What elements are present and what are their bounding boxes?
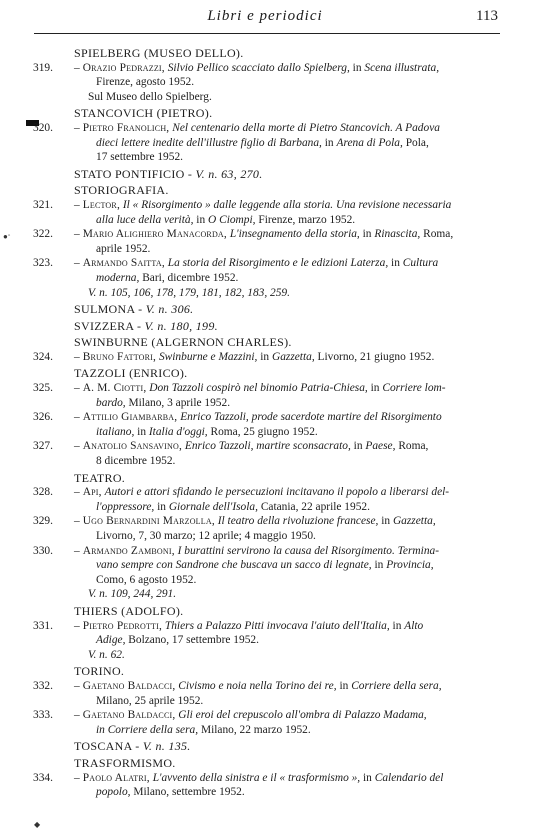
- entry-title: Enrico Tazzoli, prode sacerdote martire del Risorgimento: [180, 411, 442, 424]
- bibliography-entry: 319. – Orazio Pedrazzi, Silvio Pellico scacciato dallo Spielberg, in Scena illustrata, Firenze, agosto 1952. Sul Museo dello Spielberg.: [0, 61, 550, 105]
- entry-number: 331.: [33, 619, 53, 632]
- margin-mark: ◆: [34, 820, 41, 829]
- entry-imprint: Bolzano, 17 settembre 1952.: [128, 634, 259, 647]
- entry-publication: Paese,: [365, 440, 396, 453]
- bibliography-entry: 327. – Anatolio Sansavino, Enrico Tazzoli, martire sconsacrato, in Paese, Roma, 8 dicembre 1952.: [0, 439, 550, 468]
- entry-author: Pietro Franolich,: [82, 121, 170, 134]
- bibliography-entry: 322. – Mario Alighiero Manacorda, L'insegnamento della storia, in Rinascita, Roma, aprile 1952.: [0, 227, 550, 256]
- page-header: [0, 0, 550, 40]
- entry-publication: popolo,: [96, 786, 131, 799]
- entry-title: Autori e attori sfidando le persecuzioni incitavano il popolo a liberarsi del-: [104, 486, 450, 499]
- entry-publication: Calendario del: [374, 771, 444, 784]
- entry-title: La storia del Risorgimento e le edizioni Laterza,: [167, 257, 389, 270]
- entry-imprint: Milano, settembre 1952.: [133, 786, 245, 799]
- cross-reference: V. n. 105, 106, 178, 179, 181, 182, 183, 259.: [88, 286, 290, 299]
- entry-publication: Italia d'oggi,: [148, 425, 208, 438]
- cross-reference: V. n. 109, 244, 291.: [88, 588, 177, 601]
- entry-author: Api,: [82, 486, 102, 499]
- section-heading: SWINBURNE (ALGERNON CHARLES).: [74, 335, 292, 350]
- bibliography-entry: 320. – Pietro Franolich, Nel centenario della morte di Pietro Stancovich. A Padova dieci lettere inedite dell'illustre figlio di Barbana, in Arena di Pola, Pola, 17 settembre 1952.: [0, 121, 550, 165]
- entry-author: A. M. Ciotti,: [82, 382, 147, 395]
- section-heading: STANCOVICH (PIETRO).: [74, 106, 213, 121]
- entry-author: Orazio Pedrazzi,: [82, 61, 165, 74]
- entry-author: Ugo Bernardini Marzolla,: [82, 515, 215, 528]
- cross-reference: V. n. 135.: [142, 739, 191, 754]
- entry-number: 328.: [33, 486, 53, 499]
- entry-number: 321.: [33, 198, 53, 211]
- entry-imprint: aprile 1952.: [96, 242, 151, 255]
- entry-author: Lector,: [82, 198, 120, 211]
- bibliography-entry: 321. – Lector, Il « Risorgimento » dalle leggende alla storia. Una revisione necessaria alla luce della verità, in O Ciompi, Firenze, marzo 1952.: [33, 198, 452, 226]
- entry-title: Thiers a Palazzo Pitti invocava l'aiuto dell'Italia,: [164, 619, 390, 632]
- entry-publication: Gazzetta,: [392, 515, 436, 528]
- entry-number: 330.: [33, 544, 53, 557]
- entry-number: 329.: [33, 515, 53, 528]
- entry-author: Bruno Fattori,: [82, 350, 157, 363]
- entry-publication: Arena di Pola,: [336, 136, 403, 149]
- entry-title: alla luce della verità,: [96, 213, 194, 226]
- entry-title: italiano,: [96, 425, 135, 438]
- entry-number: 327.: [33, 440, 53, 453]
- entry-number: 319.: [33, 61, 53, 74]
- entry-title: Civismo e noia nella Torino dei re,: [178, 679, 337, 692]
- entry-number: 332.: [33, 679, 53, 692]
- bibliography-entry: 331. – Pietro Pedrotti, Thiers a Palazzo Pitti invocava l'aiuto dell'Italia, in Alto Adige, Bolzano, 17 settembre 1952. V. n. 62.: [33, 619, 424, 661]
- bibliography-entry: 328. – Api, Autori e attori sfidando le persecuzioni incitavano il popolo a liberarsi del- l'oppressore, in Giornale dell'Isola, Catania, 22 aprile 1952.: [33, 486, 450, 513]
- cross-reference: V. n. 62.: [88, 648, 125, 661]
- entry-number: 322.: [33, 228, 53, 241]
- entry-number: 320.: [33, 121, 53, 134]
- section-heading: TORINO.: [74, 664, 125, 679]
- entry-publication: Adige,: [96, 634, 126, 647]
- entry-title: Swinburne e Mazzini,: [158, 350, 258, 363]
- entry-author: Pietro Pedrotti,: [82, 619, 163, 632]
- entry-title: Enrico Tazzoli, martire sconsacrato,: [184, 440, 351, 453]
- section-heading: STORIOGRAFIA.: [74, 183, 169, 198]
- entry-imprint: 8 dicembre 1952.: [96, 455, 176, 468]
- entry-publication: Corriere della sera,: [351, 679, 442, 692]
- entry-publication: Rinascita,: [374, 228, 421, 241]
- entry-title: Nel centenario della morte di Pietro Stancovich. A Padova: [172, 121, 440, 134]
- entry-number: 324.: [33, 350, 53, 363]
- entry-number: 334.: [33, 771, 53, 784]
- entry-title: Il « Risorgimento » dalle leggende alla storia. Una revisione necessaria: [122, 198, 452, 211]
- entry-title: vano sempre con Sandrone che buscava un sacco di legnate,: [96, 559, 372, 572]
- section-heading: SULMONA - V. n. 306.: [74, 302, 194, 317]
- entry-publication: Gazzetta,: [271, 350, 315, 363]
- entry-publication: Giornale dell'Isola,: [168, 500, 258, 513]
- entry-title: l'oppressore,: [96, 500, 155, 513]
- entry-title: L'insegnamento della storia,: [229, 228, 360, 241]
- entry-publication: O Ciompi,: [208, 213, 256, 226]
- entry-title: Gli eroi del crepuscolo all'ombra di Palazzo Madama,: [178, 709, 427, 722]
- entry-author: Armando Zamboni,: [82, 544, 175, 557]
- cross-reference: V. n. 63, 270.: [195, 166, 263, 181]
- section-heading: SVIZZERA - V. n. 180, 199.: [74, 318, 218, 333]
- entry-imprint: Como, 6 agosto 1952.: [96, 573, 197, 586]
- cross-reference: V. n. 180, 199.: [144, 318, 218, 333]
- section-heading: TEATRO.: [74, 470, 126, 485]
- entry-title: Il teatro della rivoluzione francese,: [217, 515, 379, 528]
- entry-title: Silvio Pellico scacciato dallo Spielberg,: [167, 61, 350, 74]
- entry-publication: bardo,: [96, 396, 126, 409]
- entry-title: I burattini servirono la causa del Risorgimento. Termina-: [177, 544, 439, 557]
- entry-title: dieci lettere inedite dell'illustre figlio di Barbana,: [96, 136, 322, 149]
- entry-author: Armando Saitta,: [82, 257, 165, 270]
- entry-author: Gaetano Baldacci,: [82, 709, 176, 722]
- entry-title: L'avvento della sinistra e il « trasformismo »,: [152, 771, 361, 784]
- entry-number: 323.: [33, 257, 53, 270]
- entry-publication: Cultura: [402, 257, 439, 270]
- entry-imprint: Bari, dicembre 1952.: [142, 271, 239, 284]
- entry-imprint: Milano, 25 aprile 1952.: [96, 694, 204, 707]
- entry-publication: Alto: [404, 619, 424, 632]
- entry-publication: Provincia,: [386, 559, 434, 572]
- bibliography-entry: 329. – Ugo Bernardini Marzolla, Il teatro della rivoluzione francese, in Gazzetta, Livorno, 7, 30 marzo; 12 aprile; 4 maggio 1950.: [0, 514, 550, 543]
- bibliography-list: [0, 44, 550, 800]
- entry-publication: moderna,: [96, 271, 140, 284]
- bibliography-entry: 325. – A. M. Ciotti, Don Tazzoli cospirò nel binomio Patria-Chiesa, in Corriere lom- bardo, Milano, 3 aprile 1952.: [33, 382, 446, 409]
- section-heading: TOSCANA - V. n. 135.: [74, 739, 191, 754]
- entry-author: Mario Alighiero Manacorda,: [82, 228, 227, 241]
- bibliography-entry: 332. – Gaetano Baldacci, Civismo e noia nella Torino dei re, in Corriere della sera, Milano, 25 aprile 1952.: [0, 679, 550, 708]
- entry-number: 325.: [33, 382, 53, 395]
- entry-publication: in Corriere della sera,: [96, 723, 199, 736]
- entry-note: Sul Museo dello Spielberg.: [88, 90, 212, 103]
- page-number: 113: [476, 8, 498, 24]
- bibliography-entry: 324. – Bruno Fattori, Swinburne e Mazzini, in Gazzetta, Livorno, 21 giugno 1952.: [33, 350, 435, 363]
- bibliography-entry: 333. – Gaetano Baldacci, Gli eroi del crepuscolo all'ombra di Palazzo Madama, in Corriere della sera, Milano, 22 marzo 1952.: [33, 709, 427, 736]
- margin-mark: ●ᵔ: [3, 232, 11, 241]
- entry-imprint: 17 settembre 1952.: [96, 151, 183, 164]
- cross-reference: V. n. 306.: [145, 302, 194, 317]
- entry-author: Paolo Alatri,: [82, 771, 150, 784]
- entry-number: 333.: [33, 709, 53, 722]
- entry-imprint: Livorno, 7, 30 marzo; 12 aprile; 4 maggio 1950.: [96, 530, 316, 542]
- section-heading: TRASFORMISMO.: [74, 755, 176, 770]
- entry-imprint: Firenze, agosto 1952.: [96, 76, 195, 89]
- section-heading: STATO PONTIFICIO - V. n. 63, 270.: [74, 166, 263, 181]
- entry-publication: Corriere lom-: [382, 382, 446, 395]
- running-title: Libri e periodici: [207, 8, 323, 24]
- entry-imprint: Milano, 3 aprile 1952.: [128, 396, 231, 409]
- bibliography-entry: 326. – Attilio Giambarba, Enrico Tazzoli, prode sacerdote martire del Risorgimento italiano, in Italia d'oggi, Roma, 25 giugno 1952.: [33, 411, 442, 438]
- section-heading: THIERS (ADOLFO).: [74, 603, 184, 618]
- entry-author: Attilio Giambarba,: [82, 411, 178, 424]
- entry-author: Gaetano Baldacci,: [82, 679, 176, 692]
- bibliography-entry: 323. – Armando Saitta, La storia del Risorgimento e le edizioni Laterza, in Cultura moderna, Bari, dicembre 1952. V. n. 105, 106, 178, 179, 181, 182, 183, 259.: [33, 257, 439, 299]
- entry-publication: Scena illustrata,: [364, 61, 440, 74]
- bibliography-entry: 330. – Armando Zamboni, I burattini servirono la causa del Risorgimento. Termina- vano sempre con Sandrone che buscava un sacco di legnate, in Provincia, Como, 6 agosto 1952. V. n. 109, 244, 291.: [0, 544, 550, 602]
- entry-imprint: Milano, 22 marzo 1952.: [200, 723, 311, 736]
- section-heading: SPIELBERG (MUSEO DELLO).: [74, 46, 244, 60]
- bibliography-entry: 334. – Paolo Alatri, L'avvento della sinistra e il « trasformismo », in Calendario del popolo, Milano, settembre 1952.: [33, 771, 444, 799]
- entry-number: 326.: [33, 411, 53, 424]
- entry-author: Anatolio Sansavino,: [82, 440, 183, 453]
- header-rule: [34, 33, 500, 34]
- entry-title: Don Tazzoli cospirò nel binomio Patria-Chiesa,: [149, 382, 368, 395]
- section-heading: TAZZOLI (ENRICO).: [74, 366, 188, 381]
